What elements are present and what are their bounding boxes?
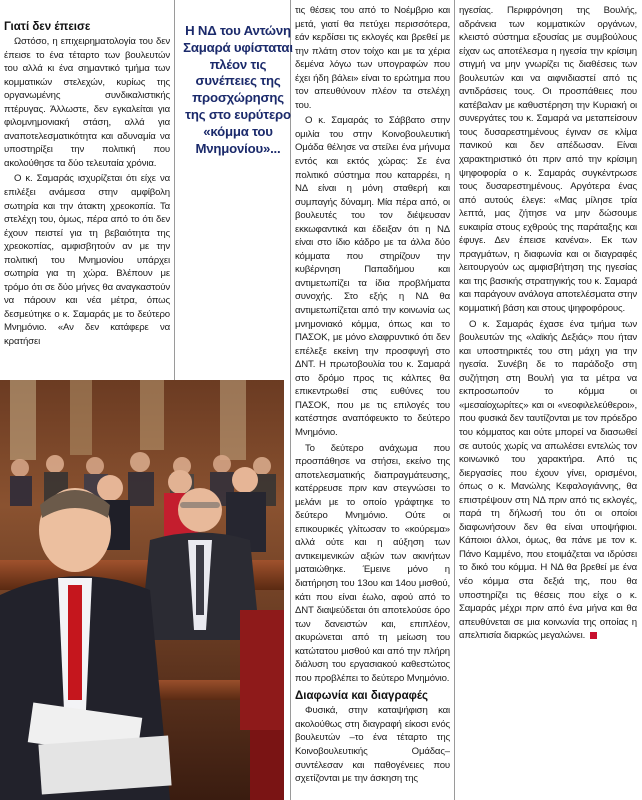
body-paragraph: ηγεσίας. Περιφρόνηση της Βουλής, αδράνεια των κομματικών οργάνων, κλειστό σύστημα εξουσίας με συμβούλους είχαν ως αποτέλεσμα η ηγεσία την κρίσιμη στιγμή να μην γνωρίζει τις διαθέσεις των βουλευτών και να αιφνιδιαστεί από τις αντιδράσεις τους. Οι προσπάθειες που κατέβαλαν με καθυστέρηση την Κυριακή οι συνεργάτες του κ. Σαμαρά να μεταπείσουν τους δυσαρεστημένους έγιναν σε κλίμα πανικού και δεν απέδωσαν. Είναι χαρακτηριστικό ότι πριν από την κρίσιμη ψηφοφορία ο κ. Σαμαράς συγκέντρωσε τους δυσαρεστημένους. Αργότερα ένας από αυτούς έλεγε: «Μας μίλησε τρία λεπτά, μας ζήτησε να μην δώσουμε ευκαιρία στους εχθρούς της παράταξης και έφυγε. Δεν έπεισε κανένα». Εκ των πραγμάτων, η διαφωνία και οι διαγραφές λειτουργούν ως αμφισβήτηση της ηγεσίας και της βασικής στρατηγικής του κ. Σαμαρά και παράγουν ανάλογα αποτελέσματα στην κομματική βάση και στους ψηφοφόρους. — [459, 5, 637, 315]
section-heading: Διαφωνία και διαγραφές — [295, 690, 429, 703]
pull-quote: Η ΝΔ του Αντώνη Σαμαρά υφίσταται πλέον τις συνέπειες της προσχώρησης της στο ευρύτερο «κόμμα του Μνημονίου»... — [183, 23, 293, 156]
body-paragraph: Ο κ. Σαμαράς το Σάββατο στην ομιλία του στην Κοινοβουλευτική Ομάδα θέλησε να στείλει ένα μήνυμα εντός και εκτός χώρας: Σε ένα πολιτικό σύστημα που καταρρέει, η ΝΔ είναι η μόνη σταθερή και συμπαγής δύναμη. Μία πέρα από, οι βουλευτές του τον διέψευσαν εκκωφαντικά και έδειξαν ότι η ΝΔ είναι στο ίδιο κάδρο με τα άλλα δύο κόμματα που στηρίζουν την κυβέρνηση Παπαδήμου και αντιμετωπίζει τα ίδια προβλήματα συνοχής. Στο εξής η ΝΔ θα αντιμετωπίζεται από την κοινωνία ως μνημονιακό κόμμα, όπως και το ΠΑΣΟΚ, με μόνο ελαφρυντικό ότι δεν επέλεξε εκείνη την προσφυγή στο ΔΝΤ. Η πρωτοβουλία του κ. Σαμαρά στο δρόμο προς τις κάλπες θα επικεντρωθεί στις ευθύνες του ΠΑΣΟΚ, που με τις επιλογές του κατέστησε αναπόφευκτο το δεύτερο Μνημόνιο. — [295, 115, 450, 438]
body-paragraph: Ωστόσο, η επιχειρηματολογία του δεν έπεισε το ένα τέταρτο των βουλευτών του αλλά κι ένα σημαντικό τμήμα των κομματικών στελεχών, κυρίως της οργανωμένης συνδικαλιστικής πτέρυγας. Άλλωστε, δεν εγκαλείται για φιλομνημονιακή στάση, αλλά για αναποτελεσματικότητα και αδυναμία να υποστηρίξει την πολιτική που ακολούθησε τα δύο τελευταία χρόνια. — [4, 36, 170, 169]
body-paragraph: τις θέσεις του από το Νοέμβριο και μετά, γιατί θα πετύχει περισσότερα, εάν κερδίσει τις εκλογές και βρεθεί με την πλάτη στον τοίχο και με τα χέρια δεμένα λόγω των υπογραφών που έχει ήδη βάλει» είναι το ερώτημα που τον απευθύνουν πλέον τα στελέχη του. — [295, 5, 450, 111]
article-end-mark — [590, 632, 597, 639]
column-rule — [174, 0, 175, 380]
body-paragraph: Το δεύτερο ανάχωμα που προσπάθησε να στήσει, εκείνο της αποτελεσματικής διαπραγμάτευσης, κατέρρευσε πριν καν στεγνώσει το μελάνι με το οποίο γράφτηκε το δεύτερο Μνημόνιο. Ούτε οι επικουρικές γλίτωσαν το «κούρεμα» αλλά ούτε και η αύξηση των αντικειμενικών αξιών των ακινήτων ματαιώθηκε. Έμεινε μόνο η διατήρηση του 13ου και 14ου μισθού, κάτι που είναι έωλο, αφού από το ΔΝΤ διαψεύδεται ότι αποτελούσε όρο των δανειστών και, επιπλέον, ακυρώνεται από τη μείωση του κατώτατου μισθού και από την πλήρη διάλυση του εργασιακού καθεστώτος που προβλέπει το δεύτερο Μνημόνιο. — [295, 442, 450, 684]
article-column-1 — [4, 20, 170, 376]
article-column-3 — [295, 4, 450, 798]
section-heading: Γιατί δεν έπεισε — [4, 21, 91, 33]
column-rule — [454, 0, 455, 800]
body-paragraph: Φυσικά, στην καταψήφιση και ακολούθως στη διαγραφή είκοσι ενός βουλευτών –το ένα τέταρτο της Κοινοβουλευτικής Ομάδας– συντέλεσαν και παθογένειες που σχετίζονται με την άσκηση της — [295, 705, 450, 785]
article-column-4 — [459, 4, 637, 798]
body-paragraph-text: Ο κ. Σαμαράς έχασε ένα τμήμα των βουλευτών της «λαϊκής Δεξιάς» που ήταν και υποστηρικτές του στη μάχη για την ηγεσία. Συνέβη δε το παράδοξο στη συζήτηση στη Βουλή για τα μέτρα να εκπροσωπούν το κόμμα οι «μεσαίοχωρίτες» και οι «νεοφιλελεύθεροι», που φυσικά δεν ταυτίζονται με τον πρόεδρο του κόμματος και ούτε μπορεί να διασωθεί σε αυτούς χωρίς να απωλέσει εντελώς τον κοινωνικό του χαρακτήρα. Από τις διεργασίες που έχουν γίνει, ορισμένοι, όπως ο κ. Μανώλης Κεφαλογιάννης, θα επιστρέψουν στη ΝΔ πριν από τις εκλογές, παρά τη δήλωσή του ότι οι οποίοι διαφωνήσουν δεν θα είναι υποψήφιοι. Κάποιοι άλλοι, όμως, θα πάνε με τον κ. Πάνο Καμμένο, που ετοιμάζεται να ιδρύσει το δικό του κόμμα. Η ΝΔ θα βρεθεί με ένα νέο κόμμα στα δεξιά της, που θα υποστηρίζει τις θέσεις που είχε ο κ. Σαμαράς μέχρι πριν από ένα μήνα και θα απευθύνεται σε μια κοινωνία της οποίας η απελπισία διαρκώς μεγαλώνει. — [459, 318, 637, 642]
body-paragraph — [459, 318, 637, 643]
body-paragraph: Ο κ. Σαμαράς ισχυρίζεται ότι είχε να επιλέξει ανάμεσα στην αμφίβολη σωτηρία και την άτακτη χρεοκοπία. Τα στελέχη του, όμως, πέρα από το ότι δεν έχουν πειστεί για τη βεβαιότητα της χρεοκοπίας, αμφισβητούν αν με την πολιτική του Μνημονίου υπάρχει σωτηρία για τη χώρα. Βλέπουν με τρόμο ότι σε δύο μήνες θα αναγκαστούν να πάρουν και νέα μέτρα, όπως δεσμεύτηκε ο κ. Σαμαράς με το δεύτερο Μνημόνιο. «Αν δεν κατάφερε να κρατήσει — [4, 173, 170, 348]
parliament-photo — [0, 380, 284, 800]
